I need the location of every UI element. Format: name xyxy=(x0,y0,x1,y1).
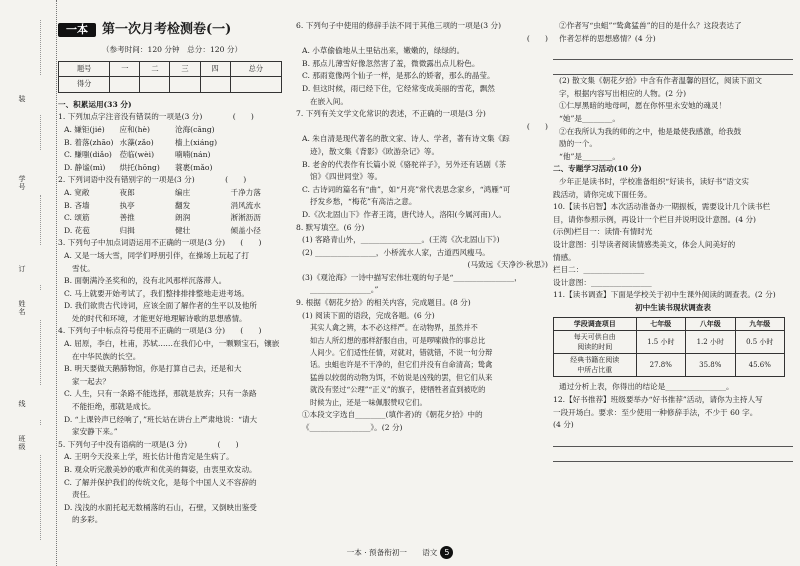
question-line: 一段开场白。要求：至少使用一种修辞手法，不少于 60 字。 xyxy=(553,407,758,417)
option-text xyxy=(231,162,287,175)
survey-value-cell: 45.6% xyxy=(735,354,785,377)
option-text xyxy=(231,149,287,162)
question-line: 11.【读书调查】下面是学校关于初中生课外阅读的调查表。(2 分) xyxy=(553,290,776,300)
question-line: D.《次北固山下》作者王湾，唐代诗人，洛阳(今属河南)人。 xyxy=(302,209,506,219)
question-line: 9. 根据《朝花夕拾》的相关内容，完成题目。(8 分) xyxy=(296,298,471,308)
option-text: 蓑裹(mǎo) xyxy=(175,162,213,172)
option-text: 莅临(wèi) xyxy=(119,150,155,160)
survey-row-label-line: 每天可供自由 xyxy=(573,333,616,342)
score-row xyxy=(59,61,282,77)
survey-header-cell: 九年级 xyxy=(735,318,785,331)
question-line: (2) ________________，小桥流水人家，古道西风瘦马。 xyxy=(302,247,490,257)
option-text: 沧海(cāng) xyxy=(175,124,215,134)
option-text: C. 赚嗤(diǎo) xyxy=(64,150,112,160)
option-text: A. 宽敞 xyxy=(64,187,90,197)
section-heading: 二、专题学习活动(10 分) xyxy=(553,164,642,174)
option-text: 水藻(zǎo) xyxy=(119,137,154,147)
answer-line xyxy=(553,447,793,462)
title-row xyxy=(58,20,286,40)
score-cell xyxy=(110,77,140,93)
option-row xyxy=(58,187,286,200)
survey-row-label-line: 阅读的时间 xyxy=(577,343,613,352)
score-cell: 题号 xyxy=(59,61,110,77)
question-line: A. 又是一场大雪，同学们呼朋引伴，在操场上玩起了打 xyxy=(64,250,249,260)
reading-passage-line: 猛兽以较弱的动物为饵，不妨说是凶残的罢，但它们从来 xyxy=(310,372,493,382)
survey-row-label-line: 中所占比重 xyxy=(577,366,613,375)
score-cell: 得分 xyxy=(59,77,110,93)
option-text: 樯上(xiáng) xyxy=(175,137,218,147)
margin-dash-line xyxy=(40,285,41,290)
option-text: B. 着落(zhāo) xyxy=(64,137,114,147)
binding-margin xyxy=(0,0,57,566)
brand-logo: 一本 xyxy=(58,23,96,38)
question-line: ________________。” xyxy=(310,285,379,295)
question-line: 家安静下来。” xyxy=(72,427,118,437)
question-line: 馆》《四世同堂》等。 xyxy=(310,172,383,182)
question-line: 栏目二：________________ xyxy=(553,265,645,275)
reading-passage-line: 时候为止，还是一味佩服赞叹它们。 xyxy=(310,397,427,407)
question-line: (1) 客路青山外，________________。(王湾《次北固山下》) xyxy=(302,235,500,245)
reading-passage-line: 人间少。它们适性任情，对就对，错就错，不说一句分辩 xyxy=(310,348,493,358)
question-line: D. 浅浅的水面托起无数桶落的石山，石壁，又倒映出鉴受 xyxy=(64,502,257,512)
question-line: (4 分) xyxy=(553,420,574,430)
survey-row xyxy=(554,354,785,377)
question-line: 践活动，请你完成下面任务。 xyxy=(553,189,652,199)
option-text: D. 花苞 xyxy=(64,225,90,235)
question-line: A. 王明今天没来上学，班长估计他肯定是生病了。 xyxy=(64,452,234,462)
survey-row-label xyxy=(554,354,637,377)
question-line: (3)《观沧海》一诗中描写宏伟壮观的句子是“________________， xyxy=(302,272,522,282)
question-line: ②作者写“虫蛆”“鸷禽猛兽”的目的是什么？这段表达了 xyxy=(559,21,742,30)
questions-right-bottom xyxy=(553,381,793,461)
survey-header-cell: 七年级 xyxy=(636,318,685,331)
survey-header-cell: 学段调查项目 xyxy=(554,318,637,331)
question-line: C. 了解并保护我们的传统文化，是每个中国人义不容辞的 xyxy=(64,477,257,487)
option-text: 涓风流水 xyxy=(230,200,261,210)
question-line: 设计意图：引导读者阅读情感类美文，体会人间美好的 xyxy=(553,239,736,249)
question-line: 励的一个。 xyxy=(559,139,597,149)
question-line: 在中华民族的长空。 xyxy=(72,351,141,361)
option-text: 淅淅沥沥 xyxy=(230,213,261,223)
question-line: 4. 下列句子中标点符号使用不正确的一项是(3 分) ( ) xyxy=(58,326,262,336)
question-line: B. 观众听完激美妙的歌声和优美的舞姿，由衷里欢发动。 xyxy=(64,465,257,474)
question-line: D. “上课铃声已经响了，”班长站在讲台上严肃地说：“请大 xyxy=(64,414,258,424)
question-line: D. 但这时候，雨已经下住，它经常变成美丽的雪花，飘然 xyxy=(302,83,495,93)
score-cell: 三 xyxy=(170,61,200,77)
margin-dash-line xyxy=(40,420,41,425)
option-text: 倾盖小径 xyxy=(230,225,261,235)
option-text: 善推 xyxy=(119,213,135,223)
question-line: C. 古诗词的篇名有“曲”，如“月亮”常代表思念家乡，“鸿雁”可 xyxy=(302,184,511,194)
question-line: “他”是________。 xyxy=(559,151,620,161)
score-cell xyxy=(200,77,230,93)
option-text xyxy=(231,124,287,137)
survey-header-row xyxy=(554,318,785,331)
column-middle xyxy=(296,20,548,434)
score-cell xyxy=(170,77,200,93)
questions-right xyxy=(553,20,793,314)
question-line: 雪仗。 xyxy=(72,263,95,273)
question-line: B. 明天要做天鹅肺物馆，你是打算自己去，还是和大 xyxy=(64,364,242,374)
question-line: 初中生读书现状调查表 xyxy=(635,302,711,312)
question-line: “她”是________。 xyxy=(559,113,620,123)
survey-table xyxy=(553,317,785,377)
survey-value-cell: 0.5 小时 xyxy=(735,331,785,354)
question-line: 6. 下列句子中使用的修辞手法不同于其他三项的一项是(3 分) xyxy=(296,21,502,30)
option-row xyxy=(58,200,286,213)
footer-text: 一本 · 预备衔初一 语文 xyxy=(346,548,438,557)
option-row xyxy=(58,137,286,150)
option-text: 执亭 xyxy=(119,200,135,210)
question-line: 10.【读书启智】本次活动准备办一期振板，需要设计几个读书栏 xyxy=(553,202,771,212)
question-line: 情感。 xyxy=(553,252,576,262)
margin-label: 姓名 xyxy=(18,300,26,316)
question-line: ( ) xyxy=(526,33,548,43)
question-line: 目，请你参照示例，再设计一个栏目并说明设计意图。(4 分) xyxy=(553,214,757,224)
option-text: B. 吝墙 xyxy=(64,200,90,210)
margin-label: 班级 xyxy=(18,435,26,451)
margin-dash-line xyxy=(40,320,41,385)
question-line: 责任。 xyxy=(72,490,95,500)
question-line: 的多彩。 xyxy=(72,515,103,525)
question-line: ( ) xyxy=(526,121,548,131)
margin-label: 学号 xyxy=(18,175,26,191)
question-line: 作者怎样的思想感情？(4 分) xyxy=(559,33,656,43)
questions-middle xyxy=(296,20,548,434)
score-cell xyxy=(230,77,281,93)
option-text: 千净力落 xyxy=(230,187,261,197)
option-text: A. 嫌钜(jié) xyxy=(64,124,105,134)
option-text: 夜郎 xyxy=(119,187,135,197)
margin-label: 线 xyxy=(18,400,26,408)
margin-dash-line xyxy=(40,195,41,245)
question-line: C. 人生，只有一条路不能选择，那就是放弃；只有一条路 xyxy=(64,389,257,399)
survey-row xyxy=(554,331,785,354)
question-line: 不能拒绝，那就是成长。 xyxy=(72,402,156,412)
answer-line xyxy=(553,60,793,75)
page-footer xyxy=(0,546,800,559)
page-title: 第一次月考检测卷(一) xyxy=(102,21,232,37)
option-text: 烘托(hōng) xyxy=(119,162,160,172)
score-cell: 总分 xyxy=(230,61,281,77)
option-row xyxy=(58,149,286,162)
question-line: 抒发乡愁，“梅花”有高洁之意。 xyxy=(310,197,417,207)
question-line: (2) 散文集《朝花夕拾》中含有作者温馨的回忆，阅读下面文 xyxy=(559,76,763,86)
question-line: B. 那点儿薄雪好像忽然害了羞，微微露出点儿粉色。 xyxy=(302,58,480,68)
question-line: 2. 下列词语中没有错别字的一项是(3 分) ( ) xyxy=(58,175,247,185)
question-line: 家一起去？ xyxy=(72,376,110,386)
option-row xyxy=(58,124,286,137)
question-line: 处的时代和环境，才能更好地理解诗歌的思想感情。 xyxy=(72,313,247,323)
exam-meta: （参考时间：120 分钟 总分：120 分） xyxy=(101,45,243,54)
option-text: 朗润 xyxy=(175,213,191,223)
question-line: B. 老舍的代表作有长篇小说《骆驼祥子》，另外还有话剧《茶 xyxy=(302,159,507,169)
reading-passage-line: 其实人禽之辨，本不必这样严。在动物界，虽然并不 xyxy=(310,323,478,333)
question-line: 5. 下列句子中没有语病的一项是(3 分) ( ) xyxy=(58,439,239,449)
question-line: (马致远《天净沙·秋思》) xyxy=(467,260,548,270)
survey-row-label xyxy=(554,331,637,354)
option-text: D. 静谧(mì) xyxy=(64,162,106,172)
score-cell: 一 xyxy=(110,61,140,77)
score-cell xyxy=(140,77,170,93)
question-line: 7. 下列有关文学文化常识的表述，不正确的一项是(3 分) xyxy=(296,109,486,119)
survey-value-cell: 35.8% xyxy=(686,354,735,377)
question-line: D. 我们欲贵古代诗词，应该全面了解作者的生平以及他所 xyxy=(64,301,257,311)
margin-dash-line xyxy=(40,115,41,150)
question-line: A. 小草偷偷地从土里钻出来，嫩嫩的，绿绿的。 xyxy=(302,46,465,56)
questions-left xyxy=(58,99,286,527)
question-line: B. 面朝满泠圣奖和的，没有北风那样沉落滞人。 xyxy=(64,276,227,286)
question-line: ①本段文字选自________(填作者)的《朝花夕拾》中的 xyxy=(302,410,483,420)
question-line: (示例)栏目一：读情·有情时光 xyxy=(553,227,653,237)
answer-line xyxy=(553,45,793,60)
margin-label: 订 xyxy=(18,265,26,273)
question-line: 设计意图：________________ xyxy=(553,277,652,287)
option-text: 编庄 xyxy=(175,187,191,197)
option-text: 归揖 xyxy=(119,225,135,235)
option-row xyxy=(58,162,286,175)
question-line: C. 那雨竟像两个仙子一样，是那么的娇奢，那么的晶莹。 xyxy=(302,71,495,81)
column-right xyxy=(553,20,793,462)
option-text: 翻发 xyxy=(175,200,191,210)
question-line: ②在我所认为我的师的之中，他是最使我感激，给我鼓 xyxy=(559,126,742,136)
margin-dash-line xyxy=(40,20,41,75)
score-cell: 四 xyxy=(200,61,230,77)
question-line: A. 屈原，李白，杜甫，苏轼……在我们心中，一颗颗宝石，镶嵌 xyxy=(64,339,280,349)
score-table xyxy=(58,61,282,93)
option-row xyxy=(58,225,286,238)
score-row xyxy=(59,77,282,93)
survey-row-label-line: 经典书籍在阅读 xyxy=(570,356,620,365)
survey-value-cell: 27.8% xyxy=(636,354,685,377)
question-line: 3. 下列句子中加点词语运用不正确的一项是(3 分) ( ) xyxy=(58,238,262,248)
reading-passage-line: 就没有竖过“公理”“正义”的旗子，使牺牲者直到被吃的 xyxy=(310,385,486,395)
section-heading: 一、积累运用(33 分) xyxy=(58,99,132,109)
answer-line xyxy=(553,432,793,447)
reading-passage-line: 话。虫蛆也许是不干净的，但它们并没有自命清高；鸷禽 xyxy=(310,360,493,370)
option-row xyxy=(58,212,286,225)
survey-header-cell: 八年级 xyxy=(686,318,735,331)
question-line: 少年正是读书时，学校准备组织“好读书，读好书”语文实 xyxy=(559,176,750,186)
page-number-badge: 5 xyxy=(440,546,453,559)
question-line: 字，根据内容写出相应的人物。(2 分) xyxy=(559,88,687,98)
option-text: 应和(hè) xyxy=(119,124,150,134)
question-line: 迹》，散文集《背影》《欧游杂记》等。 xyxy=(310,146,440,156)
question-line: A. 朱自清是现代著名的散文家、诗人、学者，著有诗文集《踪 xyxy=(302,134,510,144)
question-line: 《________________》。(2 分) xyxy=(302,422,403,432)
question-line: 1. 下列加点字注音没有错误的一项是(3 分) ( ) xyxy=(58,112,254,122)
column-left xyxy=(58,20,286,527)
score-cell: 二 xyxy=(140,61,170,77)
survey-value-cell: 1.5 小时 xyxy=(636,331,685,354)
question-line: 8. 默写填空。(6 分) xyxy=(296,222,365,232)
margin-label: 装 xyxy=(18,95,26,103)
option-text: 喃喃(nán) xyxy=(175,150,211,160)
question-line: C. 马上就要开始考试了，我们整排排排整地走进考场。 xyxy=(64,288,250,298)
question-line: 通过分析上表，你得出的结论是________________。 xyxy=(559,382,734,392)
question-line: 在嵌入间。 xyxy=(310,96,348,106)
margin-dash-line xyxy=(40,455,41,540)
option-text: C. 颂筋 xyxy=(64,213,90,223)
question-line: 12.【好书推荐】班级要举办“好书推荐”活动，请你为主持人写 xyxy=(553,395,763,405)
option-text xyxy=(231,137,287,150)
survey-value-cell: 1.2 小时 xyxy=(686,331,735,354)
question-line: (1) 阅读下面的语段，完成各题。(6 分) xyxy=(302,310,435,320)
option-text: 健壮 xyxy=(175,225,191,235)
reading-passage-line: 如古人所幻想的那样舒服自由，可是啰嗦做作的事总比 xyxy=(310,335,486,345)
question-line: ①仁厚黑暗的地母呵，愿在你怀里永安她的魂灵！ xyxy=(559,101,727,111)
